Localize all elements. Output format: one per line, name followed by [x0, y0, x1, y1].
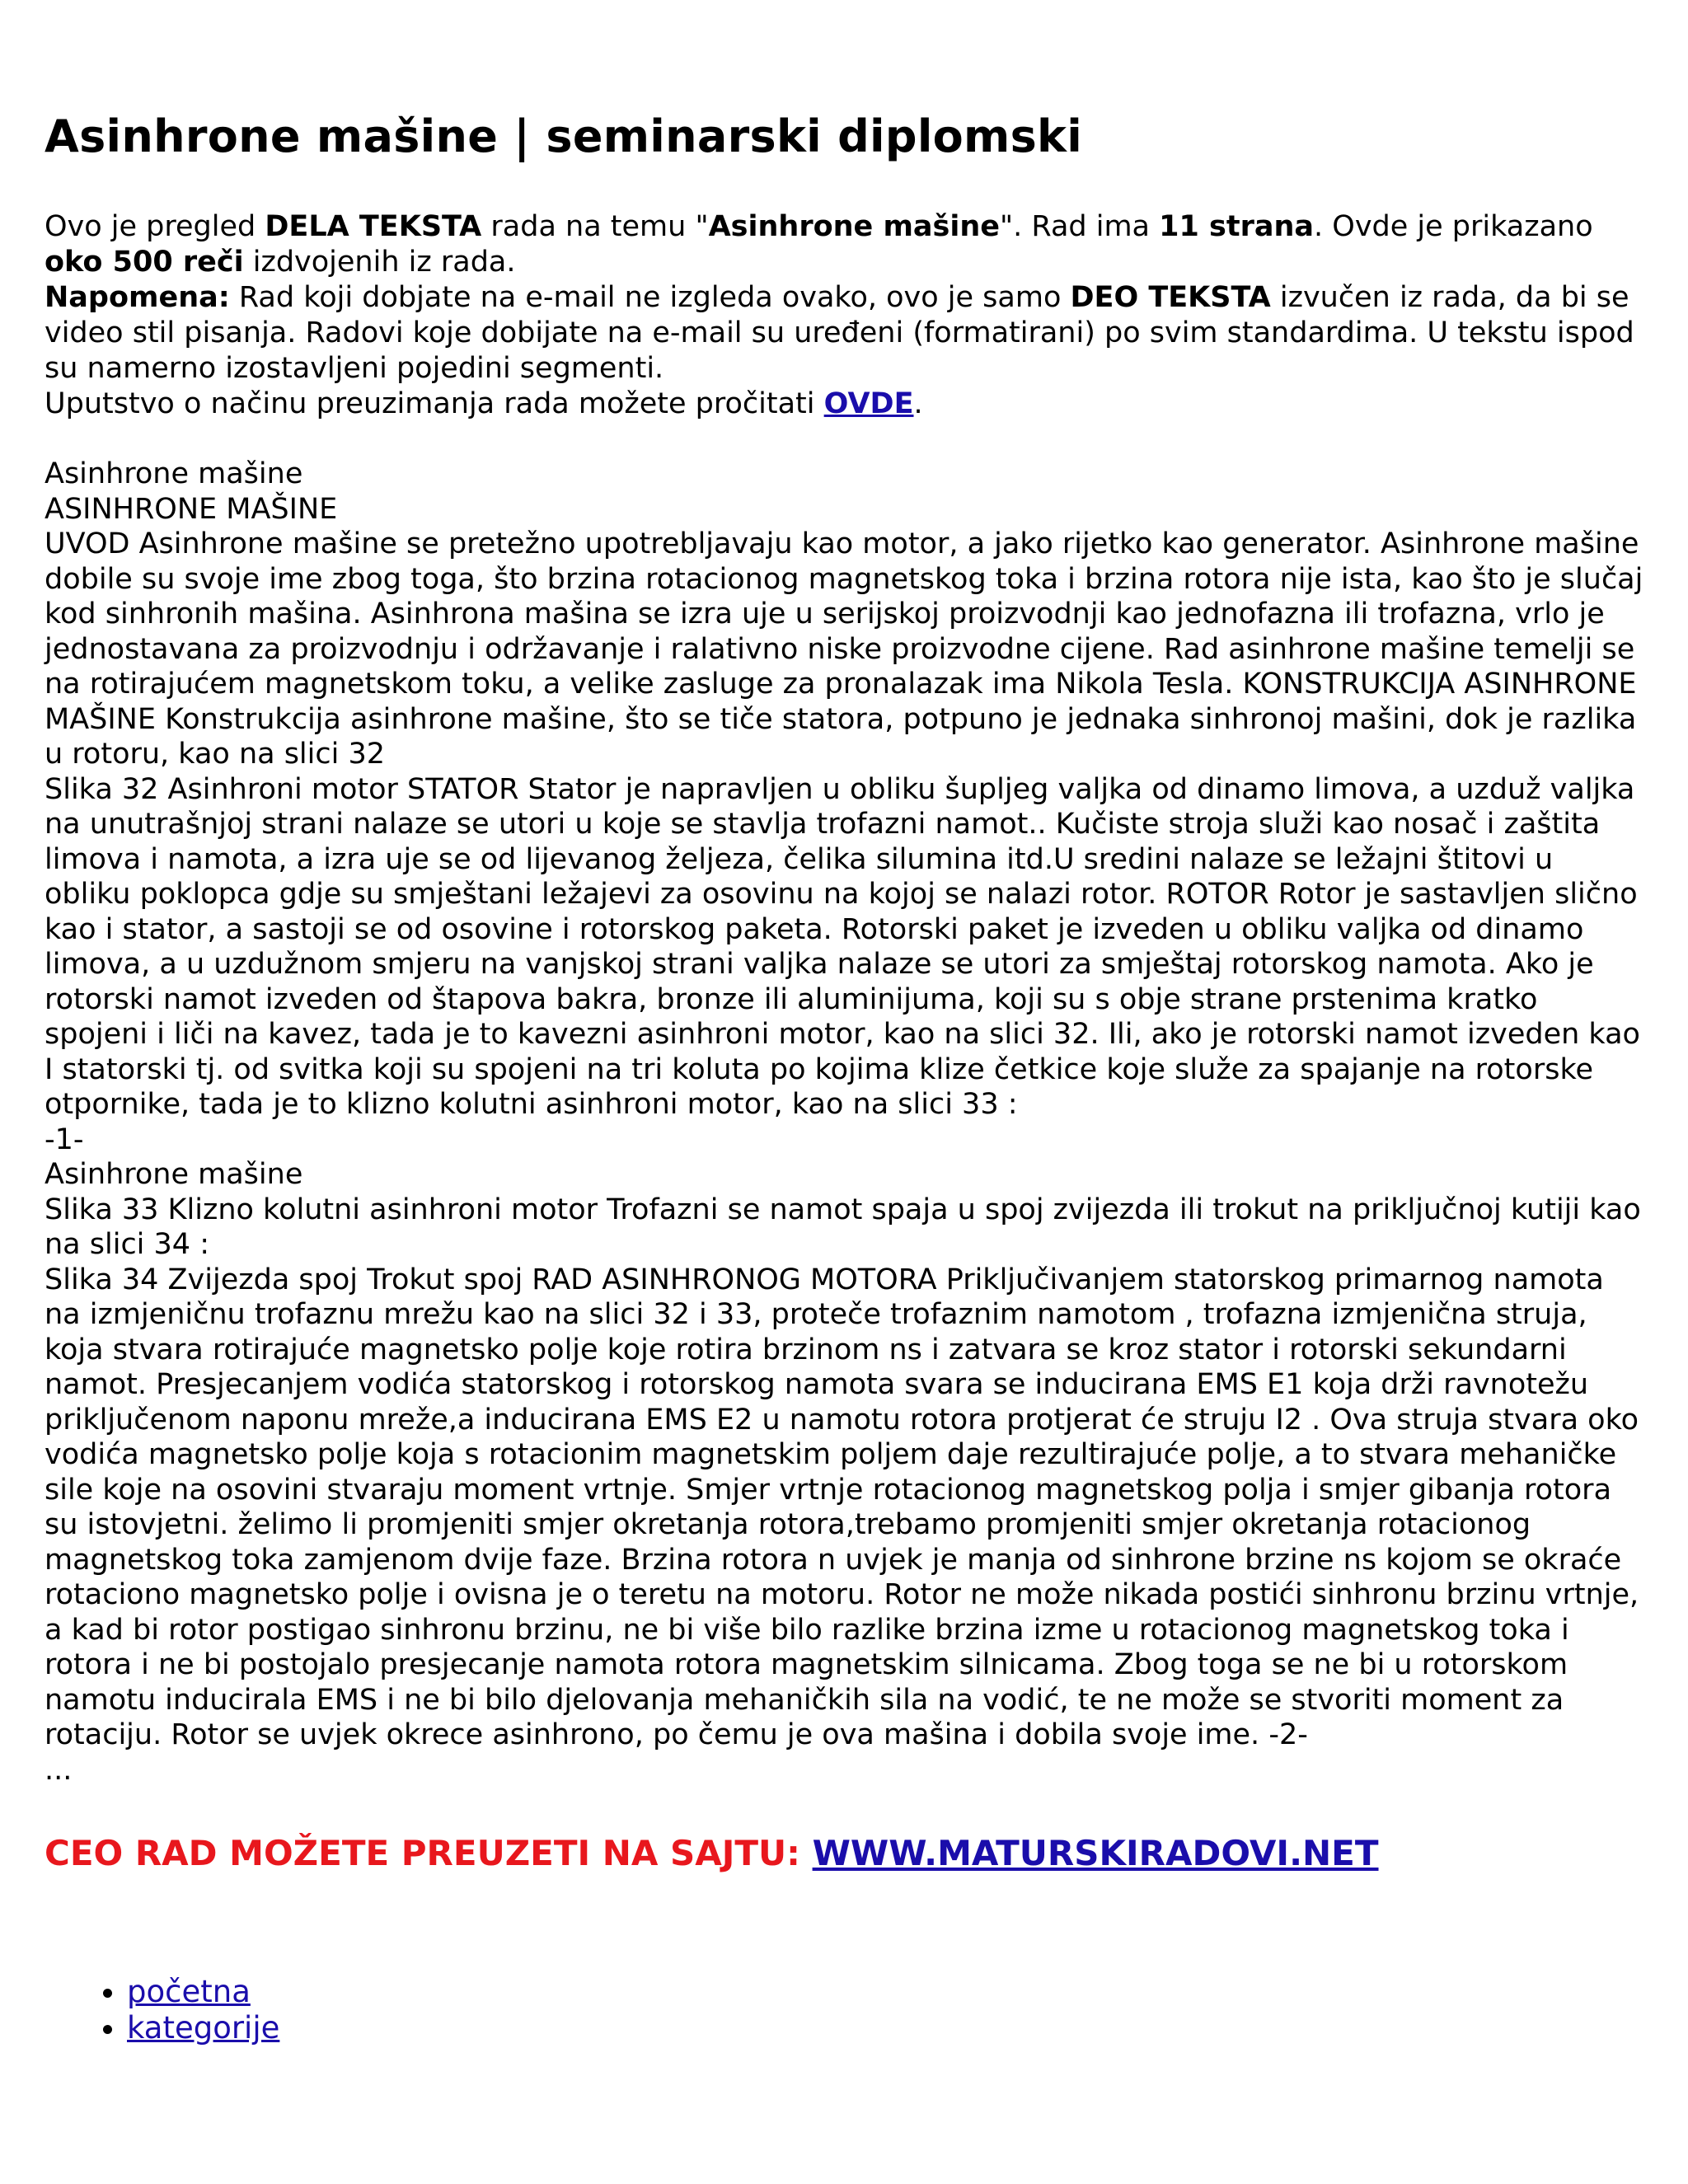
instruction-link[interactable]: OVDE — [823, 387, 914, 420]
body-paragraph: Slika 33 Klizno kolutni asinhroni motor Trofazni se namot spaja u spoj zvijezda ili trokut na priključnoj kutiji kao na slici 34 : — [45, 1193, 1641, 1261]
page-number: -1- — [45, 1122, 84, 1156]
body-paragraph: Slika 34 Zvijezda spoj Trokut spoj RAD ASINHRONOG MOTORA Priključivanjem statorskog primarnog namota na izmjeničnu trofaznu mrežu kao na slici 32 i 33, protečе trofaznim namotom , trofazna izmjenična struja, koja stvara rotirajuće magnetsko polje koje rotira brzinom ns i zatvara se kroz stator i rotorski sekundarni namot. Presjecanjem vodića statorskog i rotorskog namota svara se inducirana EMS E1 koja drži ravnotežu priključenom naponu mreže,a inducirana EMS E2 u namotu rotora protjerat će struju I2 . Ova struja stvara oko vodića magnetsko polje koja s rotacionim magnetskim poljem daje rezultirajuće polje, a to stvara mehaničke sile koje na osovini stvaraju moment vrtnje. Smjer vrtnje rotacionog magnetskog polja i smjer gibanja rotora su istovjetni. želimo li promjeniti smjer okretanja rotora,trebamo promjeniti smjer okretanja rotacionog magnetskog toka zamjenom dvije faze. Brzina rotora n uvjek je manja od sinhrone brzine ns kojom se okraće rotaciono magnetsko polje i ovisna je o teretu na motoru. Rotor ne može nikada postići sinhronu brzinu vrtnje, a kad bi rotor postigao sinhronu brzinu, ne bi više bilo razlike brzina izme u rotacionog magnetskog toka i rotora i ne bi postojalo presjecanje namota rotora magnetskim silnicama. Zbog toga se ne bi u rotorskom namotu inducirala EMS i ne bi bilo djelovanja mehaničkih sila na vodić, te ne može se stvoriti moment za rotaciju. Rotor se uvjek okrece asinhrono, po čemu je ova mašina i dobila svoje ime. -2- — [45, 1263, 1639, 1751]
body-line: Asinhrone mašine — [45, 457, 303, 490]
intro-text: rada na temu " — [481, 210, 709, 243]
page-title: Asinhrone mašine | seminarski diplomski — [45, 110, 1083, 162]
cta-text: CEO RAD MOŽETE PREUZETI NA SAJTU: — [45, 1833, 813, 1873]
ellipsis: ... — [45, 1753, 73, 1787]
intro-bold: Asinhrone mašine — [708, 210, 1001, 243]
nav-item-home — [127, 1974, 1643, 2010]
nav-item-categories — [127, 2010, 1643, 2046]
nav-link-categories[interactable]: kategorije — [127, 2010, 280, 2046]
document-body — [45, 457, 1643, 1788]
note-text: izvučen iz rada, da bi se video stil pisanja. Radovi koje dobijate na e-mail su uređeni (formatirani) po svim standardima. U tekstu ispod su namerno izostavljeni pojedini segmenti. — [45, 281, 1634, 385]
body-paragraph: Slika 32 Asinhroni motor STATOR Stator je napravljen u obliku šupljeg valjka od dinamo limova, a uzduž valjka na unutrašnjoj strani nalaze se utori u koje se stavlja trofazni namot.. Kučiste stroja služi kao nosač i zaštita limova i namota, a izra uje se od lijevanog željeza, čelika silumina itd.U sredini nalaze se ležajni štitovi u obliku poklopca gdje su smještani ležajevi za osovinu na kojoj se nalazi rotor. ROTOR Rotor je sastavljen slično kao i stator, a sastoji se od osovine i rotorskog paketa. Rotorski paket je izveden u obliku valjka od dinamo limova, a u uzdužnom smjeru na vanjskoj strani valjka nalaze se utori za smještaj rotorskog namota. Ako je rotorski namot izveden od štapova bakra, bronze ili aluminijuma, koji su s obje strane prstenima kratko spojeni i liči na kavez, tada je to kavezni asinhroni motor, kao na slici 32. Ili, ako je rotorski namot izveden kao I statorski tj. od svitka koji su spojeni na tri koluta po kojima klize četkice koje služe za spajanje na rotorske otpornike, tada je to klizno kolutni asinhroni motor, kao na slici 33 : — [45, 772, 1640, 1121]
intro-paragraph — [45, 209, 1643, 280]
instruction-paragraph — [45, 387, 1643, 422]
intro-bold: oko 500 reči — [45, 246, 244, 279]
intro-section — [45, 209, 1643, 422]
footer-nav — [45, 1974, 1643, 2046]
note-text: Rad koji dobjate na e-mail ne izgleda ovako, ovo je samo — [229, 281, 1071, 314]
download-callout — [45, 1830, 1643, 1877]
intro-text: . Ovde je prikazano — [1314, 210, 1593, 243]
intro-text: ". Rad ima — [1000, 210, 1160, 243]
note-paragraph — [45, 280, 1643, 387]
instruction-text: . — [913, 387, 923, 420]
nav-link-home[interactable]: početna — [127, 1974, 251, 2009]
body-paragraph: UVOD Asinhrone mašine se pretežno upotrebljavaju kao motor, a jako rijetko kao generator. Asinhrone mašine dobile su svoje ime zbog toga, što brzina rotacionog magnetskog toka i brzina rotora nije ista, kao što je slučaj kod sinhronih mašina. Asinhrona mašina se izra uje u serijskoj proizvodnji kao jednofazna ili trofazna, vrlo je jednostavana za proizvodnju i održavanje i ralativno niske proizvodne cijene. Rad asinhrone mašine temelji se na rotirajućem magnetskom toku, a velike zasluge za pronalazak ima Nikola Tesla. KONSTRUKCIJA ASINHRONE MAŠINE Konstrukcija asinhrone mašine, što se tiče statora, potpuno je jednaka sinhronoj mašini, dok je razlika u rotoru, kao na slici 32 — [45, 527, 1643, 771]
body-line: Asinhrone mašine — [45, 1158, 303, 1191]
intro-text: Ovo je pregled — [45, 210, 265, 243]
instruction-text: Uputstvo o načinu preuzimanja rada možete pročitati — [45, 387, 824, 420]
intro-bold: 11 strana — [1159, 210, 1315, 243]
note-label: Napomena: — [45, 281, 230, 314]
intro-bold: DELA TEKSTA — [265, 210, 482, 243]
intro-text: izdvojenih iz rada. — [243, 246, 516, 279]
body-heading: ASINHRONE MAŠINE — [45, 492, 338, 526]
cta-link[interactable]: WWW.MATURSKIRADOVI.NET — [812, 1833, 1379, 1873]
note-bold: DEO TEKSTA — [1070, 281, 1271, 314]
